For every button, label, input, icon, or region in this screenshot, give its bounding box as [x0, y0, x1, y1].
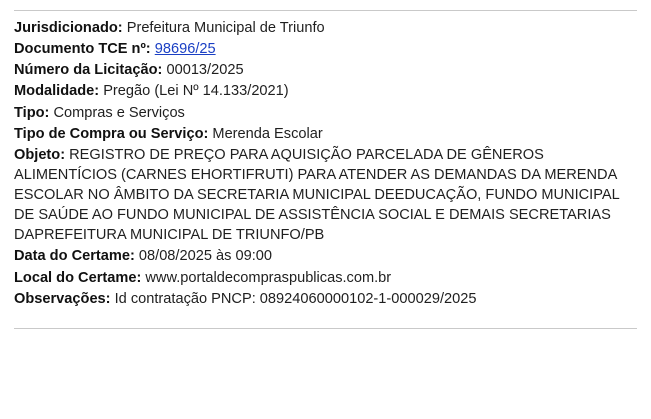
- field-label: Local do Certame:: [14, 269, 142, 286]
- document-content: [14, 11, 637, 329]
- field-label: Objeto:: [14, 146, 66, 163]
- field-jurisdicionado: [14, 18, 637, 38]
- field-numero-licitacao: [14, 60, 637, 80]
- field-local-certame: [14, 268, 637, 288]
- bottom-spacer: [14, 310, 637, 328]
- bottom-divider: [14, 328, 637, 329]
- field-label: Tipo:: [14, 104, 50, 121]
- field-value: www.portaldecompraspublicas.com.br: [145, 269, 392, 286]
- field-label: Jurisdicionado:: [14, 20, 123, 36]
- field-data-certame: [14, 246, 637, 266]
- field-tipo: [14, 103, 637, 123]
- field-value: Merenda Escolar: [212, 125, 323, 142]
- field-value: Compras e Serviços: [53, 104, 185, 121]
- field-label: Data do Certame:: [14, 248, 135, 265]
- field-modalidade: [14, 81, 637, 101]
- field-label: Modalidade:: [14, 83, 100, 100]
- field-value: REGISTRO DE PREÇO PARA AQUISIÇÃO PARCELADA DE GÊNEROS ALIMENTÍCIOS (CARNES EHORTIFRUTI) PARA ATENDER AS DEMANDAS DA MERENDA ESCOLAR NO ÂMBITO DA SECRETARIA MUNICIPAL DEEDUCAÇÃO, FUNDO MUNICIPAL DE SAÚDE AO FUNDO MUNICIPAL DE ASSISTÊNCIA SOCIAL E DEMAIS SECRETARIAS DAPREFEITURA MUNICIPAL DE TRIUNFO/PB: [14, 146, 620, 244]
- field-label: Documento TCE nº:: [14, 41, 151, 58]
- field-label: Observações:: [14, 290, 111, 307]
- field-observacoes: [14, 289, 637, 309]
- field-label: Número da Licitação:: [14, 62, 163, 79]
- field-value: Prefeitura Municipal de Triunfo: [126, 20, 325, 36]
- field-label: Tipo de Compra ou Serviço:: [14, 125, 209, 142]
- field-value: 00013/2025: [166, 62, 244, 79]
- documento-tce-link[interactable]: 98696/25: [154, 41, 216, 58]
- field-value: 08/08/2025 às 09:00: [138, 248, 272, 265]
- document-page: [0, 10, 651, 419]
- field-objeto: [14, 145, 637, 246]
- field-value: Pregão (Lei Nº 14.133/2021): [103, 83, 289, 100]
- field-documento-tce: [14, 39, 637, 59]
- field-value: Id contratação PNCP: 08924060000102-1-000029/2025: [114, 290, 477, 307]
- field-tipo-compra-servico: [14, 124, 637, 144]
